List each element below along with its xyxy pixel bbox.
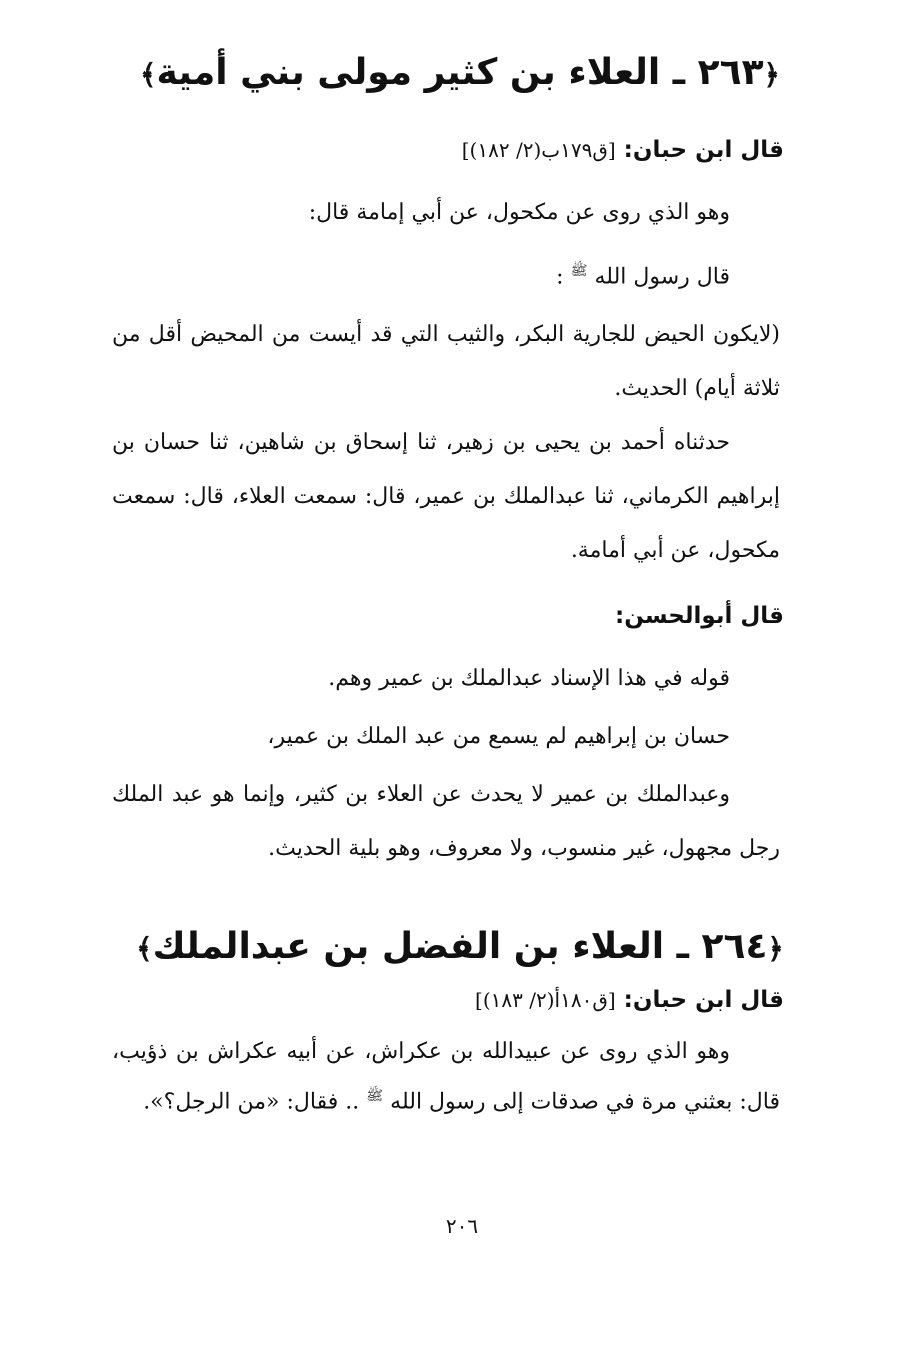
source-label-text: قال ابن حبان: [623, 137, 784, 163]
entry-title: ٢٦٣ ـ العلاء بن كثير مولى بني أمية [156, 52, 764, 93]
source-label-text: قال ابن حبان: [623, 987, 784, 1013]
entry-title: ٢٦٤ ـ العلاء بن الفضل بن عبدالملك [152, 926, 768, 967]
paragraph: قوله في هذا الإسناد عبدالملك بن عمير وهم. [328, 666, 730, 691]
paragraph [112, 1030, 780, 1124]
paragraph: حسان بن إبراهيم لم يسمع من عبد الملك بن عمير، [267, 724, 730, 749]
entry-heading-264 [100, 922, 820, 974]
ornament-bracket-left: ﴾ [136, 932, 153, 965]
salutation-glyph: ﷺ [366, 1088, 384, 1104]
paragraph-text: : [556, 264, 564, 290]
commentary-label: قال أبوالحسن: [615, 603, 784, 629]
hadith-text: (لايكون الحيض للجارية البكر، والثيب التي قد أيست من المحيض أقل من ثلاثة أيام) الحديث. [112, 322, 780, 401]
paragraph [112, 244, 780, 304]
paragraph-text: وهو الذي روى عن عبيدالله بن عكراش، عن أبيه عكراش بن ذؤيب، قال: بعثني مرة في صدقات إلى رسول الله [112, 1039, 780, 1115]
source-label [475, 982, 784, 1018]
ornament-bracket-left: ﴾ [140, 58, 157, 91]
manuscript-reference: [ق١٧٩ب(٢/ ١٨٢)] [461, 138, 616, 162]
isnad-paragraph: حدثناه أحمد بن يحيى بن زهير، ثنا إسحاق بن شاهين، ثنا حسان بن إبراهيم الكرماني، ثنا عبدالملك بن عمير، قال: سمعت العلاء، قال: سمعت مكحول، عن أبي أمامة. [112, 430, 780, 563]
salutation-glyph: ﷺ [570, 263, 588, 279]
paragraph-text: .. فقال: «من الرجل؟». [143, 1089, 360, 1115]
page-number: ٢٠٦ [445, 1214, 479, 1238]
entry-heading-263 [100, 48, 820, 100]
paragraph: وعبدالملك بن عمير لا يحدث عن العلاء بن كثير، وإنما هو عبد الملك رجل مجهول، غير منسوب، ولا معروف، وهو بلية الحديث. [112, 782, 780, 861]
paragraph-text: قال رسول الله [594, 264, 730, 290]
ornament-bracket-right: ﴿ [763, 58, 780, 91]
manuscript-reference: [ق١٨٠أ(٢/ ١٨٣)] [475, 988, 616, 1012]
paragraph: وهو الذي روى عن مكحول، عن أبي إمامة قال: [308, 200, 730, 225]
source-label [462, 132, 784, 168]
ornament-bracket-right: ﴿ [767, 932, 784, 965]
